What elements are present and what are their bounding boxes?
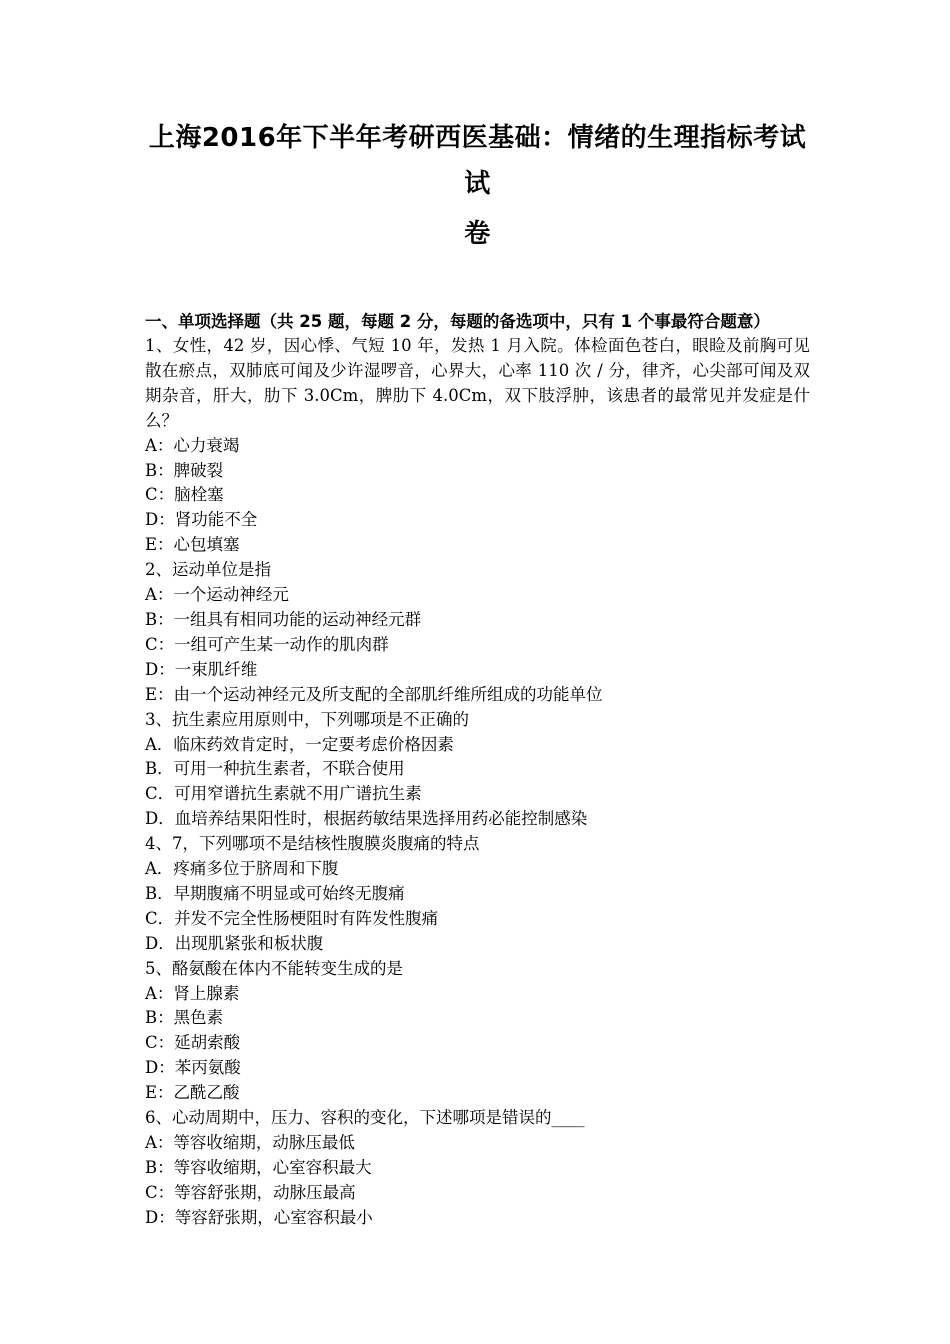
answer-option: C．并发不完全性肠梗阻时有阵发性腹痛 (145, 908, 439, 928)
question-stem: 3、抗生素应用原则中，下列哪项是不正确的 (145, 709, 469, 729)
answer-option: C：脑栓塞 (145, 485, 224, 505)
answer-option: A：心力衰竭 (145, 435, 240, 455)
question-stem: 6、心动周期中，压力、容积的变化，下述哪项是错误的____ (145, 1108, 585, 1128)
answer-option: A．临床药效肯定时，一定要考虑价格因素 (145, 734, 454, 754)
answer-option: D：肾功能不全 (145, 510, 258, 530)
question-block-2 (145, 558, 810, 707)
answer-option: E：乙酰乙酸 (145, 1083, 240, 1103)
answer-option: C：等容舒张期，动脉压最高 (145, 1182, 356, 1202)
answer-option: A：肾上腺素 (145, 983, 240, 1003)
answer-option: D．出现肌紧张和板状腹 (145, 933, 324, 953)
answer-option: C：一组可产生某一动作的肌肉群 (145, 634, 389, 654)
answer-option: D：苯丙氨酸 (145, 1058, 241, 1078)
answer-option: B．可用一种抗生素者，不联合使用 (145, 759, 405, 779)
answer-option: B．早期腹痛不明显或可始终无腹痛 (145, 883, 405, 903)
document-page (145, 0, 810, 1231)
document-title (145, 0, 810, 257)
question-block-3 (145, 708, 810, 833)
answer-option: E：由一个运动神经元及所支配的全部肌纤维所组成的功能单位 (145, 684, 603, 704)
section-heading: 一、单项选择题（共 25 题，每题 2 分，每题的备选项中，只有 1 个事最符合题意） (145, 312, 770, 331)
answer-option: C：延胡索酸 (145, 1033, 241, 1053)
question-block-5 (145, 957, 810, 1106)
answer-option: D．血培养结果阳性时，根据药敏结果选择用药必能控制感染 (145, 809, 588, 829)
question-stem: 5、酪氨酸在体内不能转变生成的是 (145, 958, 403, 978)
answer-option: A：等容收缩期，动脉压最低 (145, 1133, 355, 1152)
answer-option: B：等容收缩期，心室容积最大 (145, 1157, 372, 1177)
document-title-line-2: 卷 (464, 219, 491, 249)
answer-option: B：脾破裂 (145, 460, 224, 480)
answer-option: A：一个运动神经元 (145, 585, 289, 605)
answer-option: B：黑色素 (145, 1008, 224, 1028)
answer-option: C．可用窄谱抗生素就不用广谱抗生素 (145, 784, 422, 804)
question-stem: 1、女性，42 岁，因心悸、气短 10 年，发热 1 月入院。体检面色苍白，眼睑及前胸可见散在瘀点，双肺底可闻及少许湿啰音，心界大，心率 110 次 / 分，律齐，心尖部可闻及双期杂音，肝大，肋下 3.0Cm，脾肋下 4.0Cm，双下肢浮肿，该患者的最常见并发症是什么？ (145, 336, 810, 430)
question-block-1 (145, 334, 810, 558)
question-stem: 4、7，下列哪项不是结核性腹膜炎腹痛的特点 (145, 834, 480, 854)
answer-option: D：等容舒张期，心室容积最小 (145, 1207, 373, 1227)
answer-option: E：心包填塞 (145, 535, 240, 555)
question-stem: 2、运动单位是指 (145, 560, 271, 580)
answer-option: B：一组具有相同功能的运动神经元群 (145, 609, 422, 629)
document-title-line-1: 上海2016年下半年考研西医基础：情绪的生理指标考试试 (148, 123, 807, 199)
answer-option: A．疼痛多位于脐周和下腹 (145, 859, 339, 879)
answer-option: D：一束肌纤维 (145, 659, 258, 679)
question-block-6 (145, 1106, 810, 1231)
question-block-4 (145, 832, 810, 957)
